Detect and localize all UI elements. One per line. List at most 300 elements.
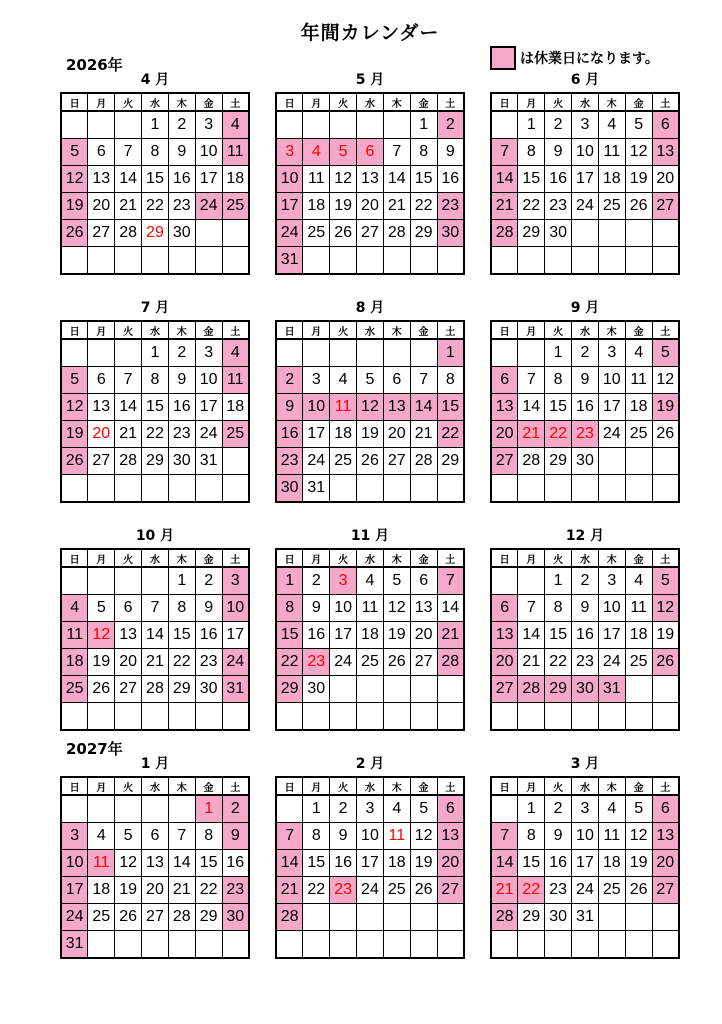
month-title: 7 月 bbox=[140, 300, 170, 316]
day-cell: 5 bbox=[357, 367, 384, 394]
day-cell: 4 bbox=[625, 567, 652, 595]
weekday-header: 金 bbox=[625, 777, 652, 795]
day-cell-holiday: 1 bbox=[195, 795, 222, 823]
day-cell: 10 bbox=[598, 595, 625, 622]
day-cell: 19 bbox=[88, 649, 115, 676]
weekday-header: 金 bbox=[195, 549, 222, 567]
empty-cell bbox=[652, 475, 679, 503]
day-cell: 9 bbox=[437, 139, 464, 166]
day-cell: 16 bbox=[303, 622, 330, 649]
empty-cell bbox=[437, 475, 464, 503]
day-cell-holiday: 28 bbox=[518, 676, 545, 703]
empty-cell bbox=[61, 795, 88, 823]
day-cell: 5 bbox=[383, 567, 410, 595]
day-cell: 1 bbox=[518, 795, 545, 823]
empty-cell bbox=[383, 339, 410, 367]
day-cell: 16 bbox=[572, 622, 599, 649]
week-row bbox=[491, 111, 679, 139]
day-cell: 26 bbox=[330, 220, 357, 247]
empty-cell bbox=[572, 220, 599, 247]
empty-cell bbox=[625, 904, 652, 931]
week-row bbox=[491, 193, 679, 220]
week-row bbox=[491, 367, 679, 394]
week-row bbox=[491, 676, 679, 703]
empty-cell bbox=[330, 247, 357, 275]
empty-cell bbox=[652, 703, 679, 731]
week-row bbox=[276, 394, 464, 421]
week-row bbox=[276, 622, 464, 649]
empty-cell bbox=[598, 703, 625, 731]
empty-cell bbox=[437, 703, 464, 731]
empty-cell bbox=[88, 111, 115, 139]
empty-cell bbox=[168, 931, 195, 959]
day-cell-holiday: 6 bbox=[491, 367, 518, 394]
day-cell-holiday: 31 bbox=[598, 676, 625, 703]
day-cell-holiday: 3 bbox=[61, 823, 88, 850]
day-cell: 24 bbox=[303, 448, 330, 475]
empty-cell bbox=[142, 247, 169, 275]
month-calendar bbox=[275, 68, 465, 275]
day-cell: 6 bbox=[142, 823, 169, 850]
empty-cell bbox=[410, 703, 437, 731]
weekday-header: 日 bbox=[491, 93, 518, 111]
empty-cell bbox=[222, 247, 249, 275]
day-cell: 30 bbox=[168, 448, 195, 475]
weekday-header: 木 bbox=[383, 321, 410, 339]
day-cell: 16 bbox=[222, 850, 249, 877]
week-row bbox=[61, 676, 249, 703]
week-row bbox=[61, 823, 249, 850]
day-cell-holiday: 21 bbox=[491, 877, 518, 904]
week-row bbox=[491, 567, 679, 595]
day-cell: 2 bbox=[168, 111, 195, 139]
week-row bbox=[276, 703, 464, 731]
empty-cell bbox=[276, 339, 303, 367]
empty-cell bbox=[168, 795, 195, 823]
day-cell-holiday: 24 bbox=[195, 193, 222, 220]
day-cell: 15 bbox=[410, 166, 437, 193]
day-cell-holiday: 29 bbox=[276, 676, 303, 703]
empty-cell bbox=[142, 475, 169, 503]
week-row bbox=[61, 904, 249, 931]
day-cell-holiday: 27 bbox=[437, 877, 464, 904]
week-row bbox=[61, 931, 249, 959]
weekday-header: 日 bbox=[276, 321, 303, 339]
day-cell: 8 bbox=[410, 139, 437, 166]
day-cell: 23 bbox=[572, 649, 599, 676]
week-row bbox=[61, 220, 249, 247]
empty-cell bbox=[357, 475, 384, 503]
month-table bbox=[275, 92, 465, 275]
day-cell: 8 bbox=[142, 139, 169, 166]
day-cell: 24 bbox=[195, 421, 222, 448]
weekday-header: 金 bbox=[625, 93, 652, 111]
day-cell-holiday: 4 bbox=[61, 595, 88, 622]
day-cell: 22 bbox=[410, 193, 437, 220]
empty-cell bbox=[276, 703, 303, 731]
empty-cell bbox=[625, 703, 652, 731]
week-row bbox=[61, 111, 249, 139]
day-cell: 4 bbox=[383, 795, 410, 823]
day-cell: 6 bbox=[88, 139, 115, 166]
empty-cell bbox=[88, 247, 115, 275]
empty-cell bbox=[195, 475, 222, 503]
month-title: 2 月 bbox=[355, 756, 385, 772]
empty-cell bbox=[383, 111, 410, 139]
empty-cell bbox=[330, 904, 357, 931]
empty-cell bbox=[652, 220, 679, 247]
day-cell-holiday: 20 bbox=[491, 649, 518, 676]
weekday-header: 金 bbox=[410, 549, 437, 567]
week-row bbox=[491, 220, 679, 247]
empty-cell bbox=[491, 111, 518, 139]
day-cell: 6 bbox=[383, 367, 410, 394]
day-cell: 5 bbox=[88, 595, 115, 622]
week-row bbox=[61, 795, 249, 823]
day-cell-holiday: 23 bbox=[303, 649, 330, 676]
week-row bbox=[491, 931, 679, 959]
weekday-header: 月 bbox=[88, 549, 115, 567]
day-cell-holiday: 21 bbox=[276, 877, 303, 904]
day-cell: 23 bbox=[168, 421, 195, 448]
day-cell: 2 bbox=[545, 795, 572, 823]
day-cell-holiday: 31 bbox=[61, 931, 88, 959]
empty-cell bbox=[115, 931, 142, 959]
day-cell: 20 bbox=[88, 193, 115, 220]
week-row bbox=[276, 475, 464, 503]
day-cell-holiday: 14 bbox=[491, 166, 518, 193]
weekday-header-row bbox=[276, 321, 464, 339]
day-cell: 12 bbox=[383, 595, 410, 622]
empty-cell bbox=[491, 931, 518, 959]
empty-cell bbox=[330, 676, 357, 703]
empty-cell bbox=[303, 703, 330, 731]
day-cell: 21 bbox=[142, 649, 169, 676]
day-cell: 27 bbox=[88, 220, 115, 247]
day-cell: 3 bbox=[572, 111, 599, 139]
day-cell: 15 bbox=[303, 850, 330, 877]
weekday-header-row bbox=[276, 549, 464, 567]
day-cell: 17 bbox=[222, 622, 249, 649]
day-cell: 3 bbox=[195, 111, 222, 139]
empty-cell bbox=[357, 931, 384, 959]
month-title: 5 月 bbox=[355, 72, 385, 88]
empty-cell bbox=[88, 703, 115, 731]
weekday-header: 水 bbox=[357, 93, 384, 111]
empty-cell bbox=[142, 795, 169, 823]
weekday-header: 金 bbox=[410, 777, 437, 795]
day-cell: 21 bbox=[115, 193, 142, 220]
day-cell-holiday: 23 bbox=[437, 193, 464, 220]
weekday-header: 土 bbox=[222, 549, 249, 567]
day-cell: 4 bbox=[598, 795, 625, 823]
empty-cell bbox=[88, 475, 115, 503]
day-cell: 24 bbox=[598, 649, 625, 676]
day-cell-holiday: 10 bbox=[276, 166, 303, 193]
empty-cell bbox=[357, 676, 384, 703]
day-cell-holiday: 20 bbox=[652, 850, 679, 877]
weekday-header: 金 bbox=[195, 777, 222, 795]
month-title: 10 月 bbox=[135, 528, 175, 544]
week-row bbox=[491, 166, 679, 193]
day-cell: 4 bbox=[330, 367, 357, 394]
week-row bbox=[276, 595, 464, 622]
day-cell: 14 bbox=[115, 394, 142, 421]
day-cell-holiday: 10 bbox=[303, 394, 330, 421]
day-cell: 21 bbox=[518, 649, 545, 676]
empty-cell bbox=[383, 931, 410, 959]
day-cell: 15 bbox=[142, 166, 169, 193]
day-cell-holiday: 18 bbox=[61, 649, 88, 676]
month-title: 4 月 bbox=[140, 72, 170, 88]
day-cell-holiday: 13 bbox=[652, 139, 679, 166]
day-cell: 11 bbox=[357, 595, 384, 622]
day-cell: 8 bbox=[518, 139, 545, 166]
empty-cell bbox=[61, 703, 88, 731]
day-cell: 3 bbox=[357, 795, 384, 823]
page-title: 年間カレンダー bbox=[300, 22, 440, 44]
empty-cell bbox=[572, 931, 599, 959]
day-cell: 17 bbox=[598, 622, 625, 649]
week-row bbox=[276, 904, 464, 931]
day-cell-holiday: 28 bbox=[491, 220, 518, 247]
empty-cell bbox=[545, 475, 572, 503]
day-cell: 24 bbox=[598, 421, 625, 448]
day-cell-holiday: 27 bbox=[491, 676, 518, 703]
weekday-header: 木 bbox=[168, 549, 195, 567]
weekday-header: 金 bbox=[625, 549, 652, 567]
empty-cell bbox=[115, 111, 142, 139]
weekday-header: 土 bbox=[222, 93, 249, 111]
day-cell-holiday: 6 bbox=[652, 111, 679, 139]
day-cell: 31 bbox=[303, 475, 330, 503]
day-cell: 9 bbox=[168, 139, 195, 166]
day-cell: 21 bbox=[383, 193, 410, 220]
day-cell: 15 bbox=[168, 622, 195, 649]
day-cell: 26 bbox=[115, 904, 142, 931]
month-table bbox=[60, 320, 250, 503]
weekday-header: 火 bbox=[545, 321, 572, 339]
weekday-header: 火 bbox=[115, 777, 142, 795]
empty-cell bbox=[88, 339, 115, 367]
weekday-header: 月 bbox=[88, 93, 115, 111]
weekday-header-row bbox=[491, 93, 679, 111]
week-row bbox=[276, 877, 464, 904]
day-cell-holiday: 15 bbox=[276, 622, 303, 649]
day-cell: 9 bbox=[330, 823, 357, 850]
empty-cell bbox=[410, 247, 437, 275]
day-cell-holiday: 20 bbox=[437, 850, 464, 877]
day-cell: 2 bbox=[195, 567, 222, 595]
day-cell: 8 bbox=[545, 595, 572, 622]
day-cell: 25 bbox=[357, 649, 384, 676]
weekday-header: 金 bbox=[625, 321, 652, 339]
day-cell: 3 bbox=[303, 367, 330, 394]
day-cell: 17 bbox=[572, 850, 599, 877]
day-cell: 5 bbox=[625, 795, 652, 823]
day-cell-holiday: 3 bbox=[222, 567, 249, 595]
week-row bbox=[276, 448, 464, 475]
day-cell-holiday: 1 bbox=[276, 567, 303, 595]
day-cell: 16 bbox=[168, 394, 195, 421]
empty-cell bbox=[357, 247, 384, 275]
empty-cell bbox=[61, 567, 88, 595]
empty-cell bbox=[383, 676, 410, 703]
weekday-header: 日 bbox=[61, 549, 88, 567]
month-table bbox=[275, 320, 465, 503]
day-cell: 11 bbox=[625, 595, 652, 622]
empty-cell bbox=[115, 247, 142, 275]
weekday-header: 火 bbox=[115, 321, 142, 339]
empty-cell bbox=[115, 703, 142, 731]
empty-cell bbox=[88, 795, 115, 823]
day-cell-holiday: 26 bbox=[652, 649, 679, 676]
day-cell: 9 bbox=[168, 367, 195, 394]
day-cell: 16 bbox=[330, 850, 357, 877]
day-cell: 29 bbox=[142, 448, 169, 475]
day-cell: 28 bbox=[142, 676, 169, 703]
weekday-header: 木 bbox=[598, 549, 625, 567]
week-row bbox=[61, 193, 249, 220]
day-cell: 26 bbox=[88, 676, 115, 703]
day-cell: 17 bbox=[330, 622, 357, 649]
day-cell: 20 bbox=[410, 622, 437, 649]
day-cell: 17 bbox=[195, 166, 222, 193]
week-row bbox=[61, 421, 249, 448]
day-cell-holiday: 17 bbox=[61, 877, 88, 904]
week-row bbox=[491, 595, 679, 622]
day-cell-holiday: 27 bbox=[652, 193, 679, 220]
week-row bbox=[276, 139, 464, 166]
day-cell: 19 bbox=[330, 193, 357, 220]
weekday-header: 土 bbox=[652, 549, 679, 567]
day-cell: 30 bbox=[303, 676, 330, 703]
day-cell: 19 bbox=[652, 622, 679, 649]
day-cell-holiday: 4 bbox=[303, 139, 330, 166]
day-cell: 22 bbox=[545, 649, 572, 676]
weekday-header: 水 bbox=[357, 321, 384, 339]
day-cell: 9 bbox=[303, 595, 330, 622]
day-cell: 8 bbox=[195, 823, 222, 850]
year-label-2026: 2026年 bbox=[66, 56, 123, 74]
day-cell-holiday: 9 bbox=[276, 394, 303, 421]
weekday-header: 水 bbox=[572, 549, 599, 567]
day-cell-holiday: 12 bbox=[357, 394, 384, 421]
empty-cell bbox=[572, 703, 599, 731]
day-cell: 8 bbox=[303, 823, 330, 850]
empty-cell bbox=[572, 475, 599, 503]
weekday-header: 日 bbox=[61, 777, 88, 795]
day-cell: 12 bbox=[410, 823, 437, 850]
day-cell: 13 bbox=[115, 622, 142, 649]
week-row bbox=[61, 649, 249, 676]
day-cell: 20 bbox=[383, 421, 410, 448]
day-cell-holiday: 21 bbox=[491, 193, 518, 220]
day-cell: 9 bbox=[572, 367, 599, 394]
day-cell-holiday: 19 bbox=[652, 394, 679, 421]
month-calendar bbox=[60, 296, 250, 503]
day-cell-holiday: 28 bbox=[437, 649, 464, 676]
day-cell: 18 bbox=[598, 166, 625, 193]
weekday-header: 木 bbox=[383, 549, 410, 567]
day-cell-holiday: 19 bbox=[61, 421, 88, 448]
day-cell: 18 bbox=[222, 166, 249, 193]
weekday-header: 日 bbox=[276, 777, 303, 795]
weekday-header: 火 bbox=[115, 93, 142, 111]
weekday-header: 木 bbox=[598, 777, 625, 795]
month-calendar bbox=[275, 524, 465, 731]
empty-cell bbox=[491, 795, 518, 823]
day-cell: 25 bbox=[303, 220, 330, 247]
day-cell: 7 bbox=[518, 367, 545, 394]
day-cell-holiday: 2 bbox=[437, 111, 464, 139]
day-cell-holiday: 13 bbox=[652, 823, 679, 850]
day-cell: 7 bbox=[383, 139, 410, 166]
day-cell: 11 bbox=[383, 823, 410, 850]
day-cell: 18 bbox=[598, 850, 625, 877]
week-row bbox=[491, 394, 679, 421]
day-cell-holiday: 13 bbox=[383, 394, 410, 421]
weekday-header: 水 bbox=[357, 549, 384, 567]
empty-cell bbox=[652, 904, 679, 931]
legend-text: は休業日になります。 bbox=[520, 51, 659, 67]
weekday-header: 木 bbox=[598, 321, 625, 339]
day-cell: 19 bbox=[410, 850, 437, 877]
weekday-header-row bbox=[61, 549, 249, 567]
day-cell-holiday: 23 bbox=[572, 421, 599, 448]
month-table bbox=[490, 92, 680, 275]
week-row bbox=[276, 367, 464, 394]
day-cell: 8 bbox=[168, 595, 195, 622]
weekday-header: 木 bbox=[168, 777, 195, 795]
empty-cell bbox=[357, 339, 384, 367]
empty-cell bbox=[491, 567, 518, 595]
empty-cell bbox=[625, 448, 652, 475]
empty-cell bbox=[168, 247, 195, 275]
day-cell: 4 bbox=[625, 339, 652, 367]
day-cell: 14 bbox=[518, 394, 545, 421]
day-cell: 29 bbox=[410, 220, 437, 247]
empty-cell bbox=[115, 795, 142, 823]
empty-cell bbox=[625, 676, 652, 703]
day-cell-holiday: 31 bbox=[222, 676, 249, 703]
day-cell: 19 bbox=[625, 850, 652, 877]
day-cell-holiday: 11 bbox=[222, 139, 249, 166]
day-cell: 15 bbox=[518, 166, 545, 193]
weekday-header: 金 bbox=[195, 321, 222, 339]
day-cell: 21 bbox=[168, 877, 195, 904]
day-cell: 27 bbox=[88, 448, 115, 475]
day-cell-holiday: 11 bbox=[330, 394, 357, 421]
empty-cell bbox=[61, 111, 88, 139]
day-cell-holiday: 2 bbox=[276, 367, 303, 394]
week-row bbox=[276, 649, 464, 676]
weekday-header: 日 bbox=[276, 549, 303, 567]
weekday-header: 土 bbox=[222, 321, 249, 339]
day-cell: 24 bbox=[572, 193, 599, 220]
day-cell-holiday: 17 bbox=[276, 193, 303, 220]
week-row bbox=[491, 904, 679, 931]
day-cell: 29 bbox=[545, 448, 572, 475]
empty-cell bbox=[61, 475, 88, 503]
weekday-header: 木 bbox=[598, 93, 625, 111]
day-cell: 11 bbox=[303, 166, 330, 193]
day-cell: 5 bbox=[115, 823, 142, 850]
month-title: 1 月 bbox=[140, 756, 170, 772]
day-cell: 23 bbox=[545, 877, 572, 904]
weekday-header: 土 bbox=[437, 549, 464, 567]
day-cell: 6 bbox=[115, 595, 142, 622]
